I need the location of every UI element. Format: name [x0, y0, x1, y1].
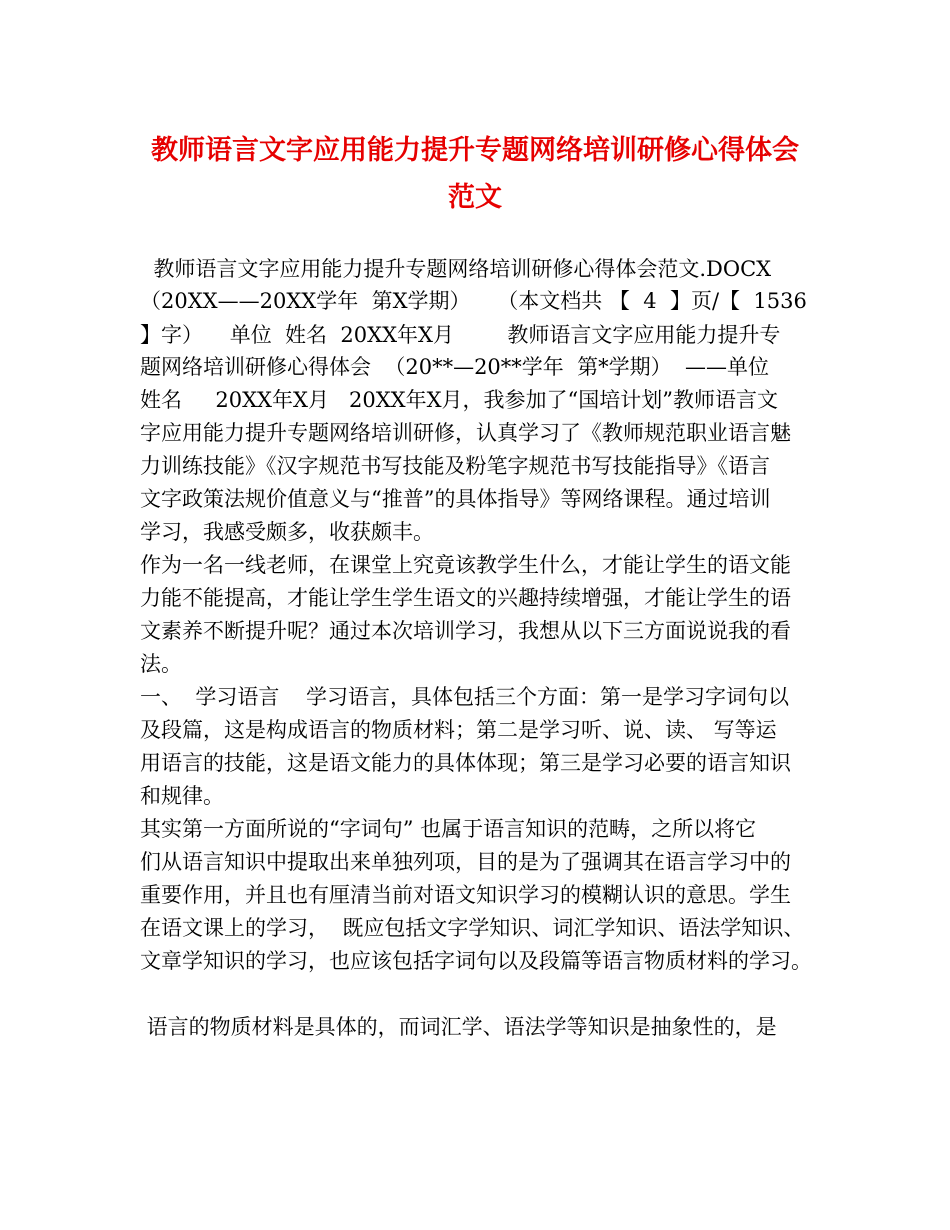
body-line: （20XX——20XX学年 第X学期） （本文档共 【 4 】页/【 1536 [140, 289, 807, 313]
body-line: 用语言的技能，这是语文能力的具体体现；第三是学习必要的语言知识 [140, 751, 791, 775]
body-line: 题网络培训研修心得体会 （20**—20**学年 第*学期） ——单位 [140, 355, 769, 379]
body-line: 们从语言知识中提取出来单独列项，目的是为了强调其在语言学习中的 [140, 850, 791, 874]
body-line: 力能不能提高，才能让学生学生语文的兴趣持续增强，才能让学生的语 [140, 586, 791, 610]
body-line: 文字政策法规价值意义与“推普”的具体指导》等网络课程。通过培训 [140, 487, 771, 511]
document-title-line-1: 教师语言文字应用能力提升专题网络培训研修心得体会 [151, 135, 799, 166]
body-line: 文素养不断提升呢？通过本次培训学习，我想从以下三方面说说我的看 [140, 619, 791, 643]
document-title-line-2: 范文 [448, 182, 502, 213]
body-line: 姓名 20XX年X月 20XX年X月，我参加了“国培计划”教师语言文 [140, 388, 779, 412]
body-line: 】字） 单位 姓名 20XX年X月 教师语言文字应用能力提升专 [140, 323, 781, 347]
body-line: 作为一名一线老师，在课堂上究竟该教学生什么，才能让学生的语文能 [140, 553, 791, 577]
body-line: 一、 学习语言 学习语言，具体包括三个方面：第一是学习字词句以 [140, 685, 790, 709]
body-line: 字应用能力提升专题网络培训研修，认真学习了《教师规范职业语言魅 [140, 421, 791, 445]
body-line: 语言的物质材料是具体的，而词汇学、语法学等知识是抽象性的，是 [140, 1015, 777, 1039]
body-line: 法。 [140, 652, 182, 676]
body-line: 重要作用，并且也有厘清当前对语文知识学习的模糊认识的意思。学生 [140, 883, 791, 907]
body-line: 在语文课上的学习， 既应包括文字学知识、词汇学知识、语法学知识、 [140, 916, 805, 940]
body-line: 文章学知识的学习，也应该包括字词句以及段篇等语言物质材料的学习。 [140, 949, 812, 973]
body-line: 教师语言文字应用能力提升专题网络培训研修心得体会范文.DOCX [140, 257, 772, 281]
body-line: 学习，我感受颇多，收获颇丰。 [140, 520, 434, 544]
body-line: 其实第一方面所说的“字词句” 也属于语言知识的范畴，之所以将它 [140, 817, 757, 841]
body-line: 和规律。 [140, 784, 224, 808]
body-line: 力训练技能》《汉字规范书写技能及粉笔字规范书写技能指导》《语言 [140, 454, 770, 478]
body-line: 及段篇，这是构成语言的物质材料；第二是学习听、说、读、 写等运 [140, 718, 777, 742]
